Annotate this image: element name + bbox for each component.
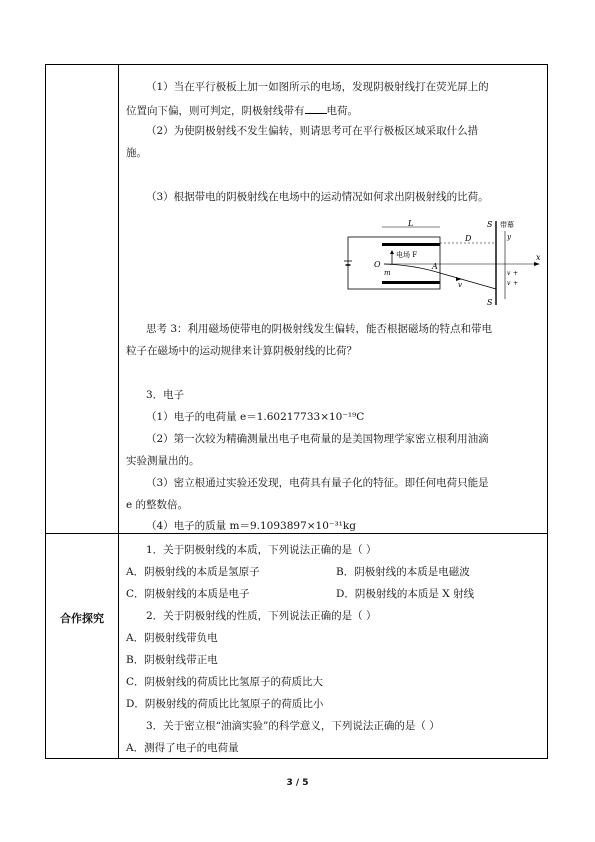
mc-question-2: 2．关于阴极射线的性质，下列说法正确的是（ ） bbox=[146, 610, 377, 622]
mc-q1-option-b[interactable]: B．阴极射线的本质是电磁波 bbox=[336, 566, 470, 578]
column-divider bbox=[118, 65, 119, 758]
mc-q2-option-b[interactable]: B．阴极射线带正电 bbox=[126, 654, 218, 666]
electron-heading: 3．电子 bbox=[146, 389, 185, 401]
label-S-bottom: S bbox=[487, 298, 493, 307]
label-D: D bbox=[465, 234, 472, 243]
row-divider bbox=[46, 533, 547, 534]
electron-mass: （4）电子的质量 m＝9.1093897×10⁻³¹kg bbox=[146, 520, 356, 532]
question-1-line2 bbox=[126, 103, 358, 118]
think-3-line1: 思考 3：利用磁场使带电的阴极射线发生偏转，能否根据磁场的特点和带电 bbox=[146, 323, 493, 335]
question-1-line1: （1）当在平行极板上加一如图所示的电场，发现阴极射线打在荧光屏上的 bbox=[146, 81, 489, 93]
electron-charge: （1）电子的电荷量 e＝1.60217733×10⁻¹⁹C bbox=[146, 411, 365, 423]
question-1-text: 位置向下偏，则可判定，阴极射线带有 bbox=[126, 105, 305, 117]
label-vy: v bbox=[507, 270, 511, 277]
x-axis-arrow bbox=[534, 262, 540, 266]
think-3-line2: 粒子在磁场中的运动规律来计算阴极射线的比荷？ bbox=[126, 345, 357, 357]
mc-q1-option-c[interactable]: C．阴极射线的本质是电子 bbox=[126, 588, 250, 600]
content-table bbox=[45, 64, 548, 759]
label-y: y bbox=[507, 233, 511, 241]
question-3-line1: （3）根据带电的阴极射线在电场中的运动情况如何求出阴极射线的比荷。 bbox=[146, 191, 489, 203]
mc-question-1: 1．关于阴极射线的本质，下列说法正确的是（ ） bbox=[146, 544, 377, 556]
quantization-line2: e 的整数倍。 bbox=[126, 499, 189, 511]
millikan-line1: （2）第一次较为精确测量出电子电荷量的是美国物理学家密立根利用油滴 bbox=[146, 433, 489, 445]
label-plus: + bbox=[513, 270, 519, 277]
mc-q1-option-d[interactable]: D．阴极射线的本质是 X 射线 bbox=[336, 588, 475, 600]
page-number: 3 / 5 bbox=[286, 778, 309, 788]
label-L: L bbox=[408, 219, 414, 228]
lower-plate bbox=[382, 281, 440, 284]
mc-q1-option-a[interactable]: A．阴极射线的本质是氢原子 bbox=[126, 566, 260, 578]
quantization-line1: （3）密立根通过实验还发现，电荷具有量子化的特征。即任何电荷只能是 bbox=[146, 477, 489, 489]
label-x: x bbox=[536, 253, 541, 262]
section-label: 合作探究 bbox=[60, 612, 104, 625]
deflection-diagram bbox=[344, 217, 544, 307]
question-2-line2: 施。 bbox=[126, 147, 147, 159]
label-A: A bbox=[432, 262, 438, 271]
mc-q3-option-a[interactable]: A．测得了电子的电荷量 bbox=[126, 742, 239, 754]
label-m: m bbox=[384, 269, 391, 277]
mc-question-3: 3．关于密立根“油滴实验”的科学意义，下列说法正确的是（ ） bbox=[146, 720, 440, 732]
mc-q2-option-a[interactable]: A．阴极射线带负电 bbox=[126, 632, 218, 644]
mc-q2-option-d[interactable]: D．阴极射线的荷质比比氢原子的荷质比小 bbox=[126, 698, 324, 710]
question-2-line1: （2）为使阴极射线不发生偏转，则请思考可在平行极板区域采取什么措 bbox=[146, 125, 479, 137]
answer-blank[interactable] bbox=[305, 103, 327, 114]
label-v2: v bbox=[507, 280, 511, 287]
upper-plate bbox=[382, 243, 440, 246]
label-force: 电场 F bbox=[396, 251, 418, 259]
question-1-tail: 电荷。 bbox=[326, 105, 358, 117]
mc-q2-option-c[interactable]: C．阴极射线的荷质比比氢原子的荷质比大 bbox=[126, 676, 324, 688]
millikan-line2: 实验测量出的。 bbox=[126, 455, 200, 467]
label-O: O bbox=[374, 260, 381, 269]
label-v: v bbox=[458, 281, 462, 289]
force-arrowhead bbox=[390, 250, 394, 254]
label-plus2: + bbox=[513, 280, 519, 287]
label-screen: 带幕 bbox=[500, 221, 514, 229]
label-S-top: S bbox=[487, 220, 493, 229]
